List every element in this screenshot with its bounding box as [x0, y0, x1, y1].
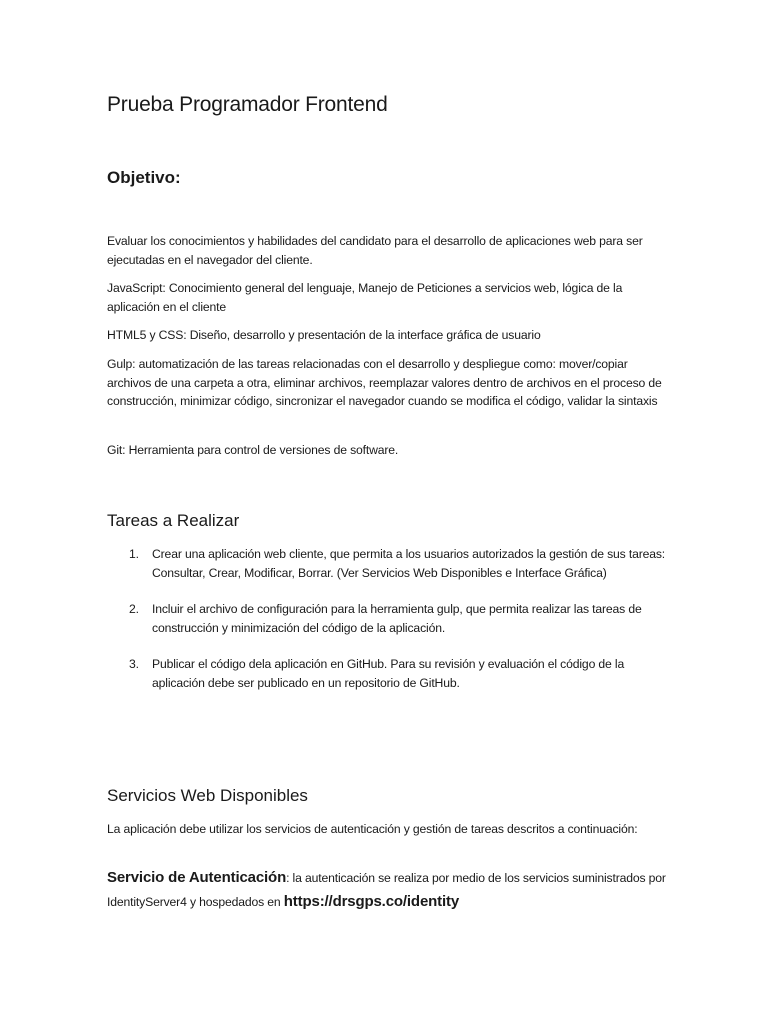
tareas-list: [107, 545, 667, 710]
objetivo-intro: Evaluar los conocimientos y habilidades del candidato para el desarrollo de aplicaciones web para ser ejecutadas en el navegador del cliente.: [107, 234, 643, 267]
list-number: 1.: [129, 547, 139, 561]
objetivo-item-html-css: HTML5 y CSS: Diseño, desarrollo y presentación de la interface gráfica de usuario: [107, 328, 541, 342]
objetivo-heading: Objetivo:: [107, 168, 181, 187]
servicios-intro: La aplicación debe utilizar los servicios de autenticación y gestión de tareas descritos a continuación:: [107, 822, 638, 836]
servicio-autenticacion-title: Servicio de Autenticación: [107, 869, 287, 886]
identity-url-link[interactable]: https://drsgps.co/identity: [283, 893, 460, 910]
tareas-heading: Tareas a Realizar: [107, 511, 240, 530]
objetivo-item-javascript: JavaScript: Conocimiento general del lenguaje, Manejo de Peticiones a servicios web, lógica de la aplicación en el cliente: [107, 281, 623, 314]
list-number: 2.: [129, 602, 139, 616]
list-item: [107, 545, 667, 583]
page-title: Prueba Programador Frontend: [107, 93, 388, 116]
list-number: 3.: [129, 657, 139, 671]
servicio-autenticacion-text: : la autenticación se realiza por medio de los servicios suministrados por IdentityServer4 y hospedados en: [107, 871, 666, 909]
list-item-text: Crear una aplicación web cliente, que permita a los usuarios autorizados la gestión de sus tareas: Consultar, Crear, Modificar, Borrar. (Ver Servicios Web Disponibles e Interface Gráfica): [152, 547, 666, 580]
list-item: [107, 600, 667, 638]
list-item-text: Incluir el archivo de configuración para la herramienta gulp, que permita realizar las tareas de construcción y minimización del código de la aplicación.: [152, 602, 642, 635]
list-item-text: Publicar el código dela aplicación en GitHub. Para su revisión y evaluación el código de la aplicación debe ser publicado en un repositorio de GitHub.: [152, 657, 625, 690]
objetivo-item-git: Git: Herramienta para control de versiones de software.: [107, 443, 399, 457]
servicio-autenticacion: [107, 866, 667, 914]
list-item: [107, 655, 667, 693]
servicios-heading: Servicios Web Disponibles: [107, 786, 308, 805]
objetivo-item-gulp: Gulp: automatización de las tareas relacionadas con el desarrollo y despliegue como: mover/copiar archivos de una carpeta a otra, eliminar archivos, reemplazar valores dentro de archivos en el proceso de construcción, minimizar código, sincronizar el navegador cuando se modifica el código, validar la sintaxis: [107, 357, 662, 409]
